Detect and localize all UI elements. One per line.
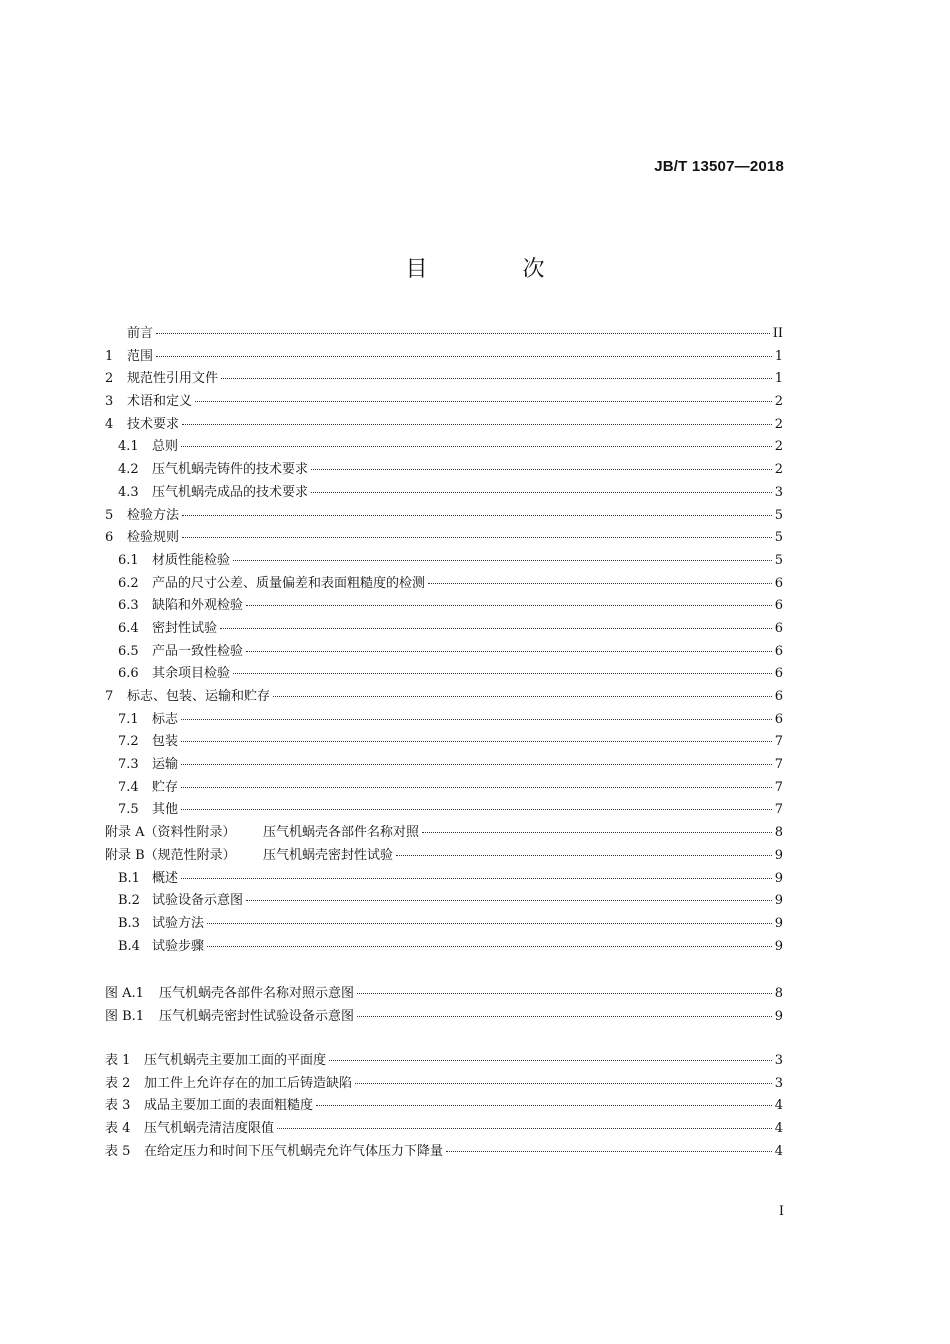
entry-title: 压气机蜗壳各部件名称对照 <box>263 825 420 841</box>
entry-title: 材质性能检验 <box>152 552 231 568</box>
entry-page: 7 <box>774 757 783 773</box>
entry-page: 8 <box>774 825 783 841</box>
dot-leader <box>246 900 772 901</box>
figure-list <box>105 983 783 1028</box>
dot-leader <box>181 719 772 720</box>
dot-leader <box>357 993 772 994</box>
dot-leader <box>316 1105 772 1106</box>
entry-title: 密封性试验 <box>152 620 218 636</box>
entry-page: 2 <box>774 416 783 432</box>
entry-number: 7.3 <box>118 757 139 773</box>
toc-entry[interactable] <box>105 1095 783 1118</box>
entry-number: 6.3 <box>118 598 139 614</box>
entry-page: 5 <box>774 530 783 546</box>
entry-number: 表 5 <box>105 1143 131 1159</box>
entry-number: 表 1 <box>105 1053 131 1068</box>
toc-entry[interactable] <box>105 391 783 414</box>
entry-number: 2 <box>105 371 114 387</box>
entry-number: 6.1 <box>118 552 139 568</box>
document-code: JB/T 13507—2018 <box>654 158 784 175</box>
toc-entry[interactable] <box>105 595 783 618</box>
dot-leader <box>181 878 772 879</box>
dot-leader <box>221 378 772 379</box>
entry-page: 4 <box>774 1121 783 1137</box>
entry-title: 总则 <box>152 439 179 455</box>
toc-entry[interactable] <box>105 799 783 822</box>
entry-title: 标志、包装、运输和贮存 <box>127 689 271 704</box>
toc-entry[interactable] <box>105 754 783 777</box>
dot-leader <box>207 923 772 924</box>
entry-number: 5 <box>105 507 114 523</box>
entry-page: 1 <box>774 371 783 387</box>
entry-page: 6 <box>774 620 783 636</box>
entry-page: 5 <box>774 507 783 523</box>
dot-leader <box>181 446 772 447</box>
entry-number: 4.1 <box>118 439 139 455</box>
entry-page: 7 <box>774 779 783 795</box>
toc-entry[interactable] <box>105 709 783 732</box>
dot-leader <box>446 1151 772 1152</box>
entry-number: B.3 <box>118 915 140 931</box>
entry-title: 在给定压力和时间下压气机蜗壳允许气体压力下降量 <box>144 1143 444 1159</box>
entry-page: 9 <box>774 870 783 886</box>
entry-number: B.1 <box>118 870 140 886</box>
entry-page: 2 <box>774 439 783 455</box>
dot-leader <box>220 628 772 629</box>
entry-title: 概述 <box>152 870 179 886</box>
toc-entry[interactable] <box>105 482 783 505</box>
toc-entry[interactable] <box>105 1118 783 1141</box>
entry-title: 缺陷和外观检验 <box>152 598 244 614</box>
dot-leader <box>182 515 772 516</box>
dot-leader <box>422 832 772 833</box>
entry-number: 6.5 <box>118 643 139 659</box>
dot-leader <box>246 605 772 606</box>
entry-title: 术语和定义 <box>127 394 193 410</box>
toc-entry[interactable] <box>105 618 783 641</box>
entry-page: 3 <box>774 1075 783 1091</box>
toc-entry[interactable] <box>105 731 783 754</box>
dot-leader <box>181 809 772 810</box>
dot-leader <box>181 787 772 788</box>
entry-title: 其余项目检验 <box>152 666 231 682</box>
entry-page: 6 <box>774 711 783 727</box>
entry-title: 运输 <box>152 757 179 773</box>
entry-page: 6 <box>774 643 783 659</box>
entry-title: 试验设备示意图 <box>152 893 244 909</box>
entry-number: B.2 <box>118 893 140 909</box>
toc-entry[interactable] <box>105 368 783 391</box>
entry-title: 其他 <box>152 802 179 818</box>
dot-leader <box>181 741 772 742</box>
dot-leader <box>156 333 770 334</box>
entry-title: 贮存 <box>152 779 179 795</box>
entry-number: 表 3 <box>105 1098 131 1114</box>
entry-page: 5 <box>774 552 783 568</box>
dot-leader <box>182 537 772 538</box>
toc-entry[interactable] <box>105 346 783 369</box>
entry-page: 2 <box>774 394 783 410</box>
dot-leader <box>311 492 772 493</box>
entry-title: 包装 <box>152 734 179 750</box>
entry-title: 压气机蜗壳主要加工面的平面度 <box>144 1053 327 1068</box>
dot-leader <box>311 469 772 470</box>
entry-page: 6 <box>774 598 783 614</box>
entry-number: 7 <box>105 689 114 704</box>
entry-number: 7.2 <box>118 734 139 750</box>
entry-title: 检验方法 <box>127 507 180 523</box>
entry-page: 2 <box>774 462 783 478</box>
entry-number: 3 <box>105 394 114 410</box>
entry-page: 6 <box>774 666 783 682</box>
dot-leader <box>329 1060 772 1061</box>
dot-leader <box>246 651 772 652</box>
entry-page: 8 <box>774 986 783 1001</box>
toc-entry[interactable] <box>105 890 783 913</box>
toc-entry[interactable] <box>105 777 783 800</box>
entry-title: 前言 <box>127 326 154 341</box>
entry-number: 4.3 <box>118 484 139 500</box>
entry-number: 4.2 <box>118 462 139 478</box>
table-list <box>105 1050 783 1163</box>
dot-leader <box>428 583 772 584</box>
dot-leader <box>233 673 772 674</box>
toc-entry[interactable] <box>105 573 783 596</box>
toc-entry[interactable] <box>105 913 783 936</box>
entry-title: 技术要求 <box>127 416 180 432</box>
dot-leader <box>233 560 772 561</box>
toc-entry[interactable] <box>105 822 783 845</box>
entry-title: 压气机蜗壳各部件名称对照示意图 <box>159 986 355 1001</box>
entry-title: 产品一致性检验 <box>152 643 244 659</box>
entry-number: 7.4 <box>118 779 139 795</box>
toc-entry[interactable] <box>105 414 783 437</box>
dot-leader <box>207 946 772 947</box>
entry-page: 9 <box>774 847 783 863</box>
entry-number: 附录 A（资料性附录） <box>105 825 236 841</box>
entry-title: 压气机蜗壳成品的技术要求 <box>152 484 309 500</box>
page-number: I <box>778 1204 784 1219</box>
entry-title: 产品的尺寸公差、质量偏差和表面粗糙度的检测 <box>152 575 426 591</box>
toc-entry[interactable] <box>105 1073 783 1096</box>
entry-number: 表 2 <box>105 1075 131 1091</box>
toc-entry[interactable] <box>105 1006 783 1029</box>
entry-title: 规范性引用文件 <box>127 371 219 387</box>
entry-page: 9 <box>774 893 783 909</box>
entry-title: 压气机蜗壳密封性试验设备示意图 <box>159 1008 355 1024</box>
entry-number: B.4 <box>118 938 140 954</box>
entry-title: 压气机蜗壳铸件的技术要求 <box>152 462 309 478</box>
entry-title: 压气机蜗壳清洁度限值 <box>144 1121 275 1137</box>
dot-leader <box>181 764 772 765</box>
dot-leader <box>156 356 772 357</box>
entry-page: II <box>772 326 783 341</box>
entry-title: 加工件上允许存在的加工后铸造缺陷 <box>144 1075 353 1091</box>
entry-number: 6.4 <box>118 620 139 636</box>
toc-entry[interactable] <box>105 663 783 686</box>
toc-entry[interactable] <box>105 641 783 664</box>
toc-list <box>105 323 783 958</box>
entry-number: 7.5 <box>118 802 139 818</box>
page-title: 目 次 <box>405 257 589 282</box>
entry-title: 试验方法 <box>152 915 205 931</box>
toc-entry[interactable] <box>105 686 783 709</box>
toc-entry[interactable] <box>105 436 783 459</box>
entry-page: 4 <box>774 1098 783 1114</box>
dot-leader <box>273 696 772 697</box>
entry-title: 压气机蜗壳密封性试验 <box>263 847 394 863</box>
entry-page: 3 <box>774 484 783 500</box>
entry-number: 图 B.1 <box>105 1008 145 1024</box>
entry-number: 6.2 <box>118 575 139 591</box>
toc-entry[interactable] <box>105 550 783 573</box>
toc-entry[interactable] <box>105 936 783 959</box>
toc-entry[interactable] <box>105 868 783 891</box>
entry-title: 标志 <box>152 711 179 727</box>
toc-entry[interactable] <box>105 527 783 550</box>
dot-leader <box>277 1128 772 1129</box>
dot-leader <box>355 1083 772 1084</box>
entry-page: 9 <box>774 1008 783 1024</box>
entry-page: 4 <box>774 1143 783 1159</box>
toc-entry[interactable] <box>105 983 783 1006</box>
dot-leader <box>195 401 772 402</box>
dot-leader <box>396 855 772 856</box>
entry-number: 6.6 <box>118 666 139 682</box>
entry-title: 试验步骤 <box>152 938 205 954</box>
entry-page: 7 <box>774 734 783 750</box>
entry-title: 检验规则 <box>127 530 180 546</box>
toc-entry[interactable] <box>105 323 783 346</box>
toc-entry[interactable] <box>105 1141 783 1164</box>
entry-page: 1 <box>774 348 783 364</box>
toc-entry[interactable] <box>105 505 783 528</box>
toc-entry[interactable] <box>105 1050 783 1073</box>
entry-title: 成品主要加工面的表面粗糙度 <box>144 1098 314 1114</box>
entry-number: 7.1 <box>118 711 139 727</box>
entry-number: 4 <box>105 416 114 432</box>
toc-entry[interactable] <box>105 459 783 482</box>
toc-entry[interactable] <box>105 845 783 868</box>
entry-number: 附录 B（规范性附录） <box>105 847 236 863</box>
dot-leader <box>182 424 772 425</box>
entry-number: 6 <box>105 530 114 546</box>
entry-page: 9 <box>774 915 783 931</box>
entry-number: 1 <box>105 348 114 364</box>
entry-page: 7 <box>774 802 783 818</box>
dot-leader <box>357 1016 772 1017</box>
entry-page: 6 <box>774 689 783 704</box>
entry-number: 表 4 <box>105 1121 131 1137</box>
entry-page: 3 <box>774 1053 783 1068</box>
entry-page: 6 <box>774 575 783 591</box>
entry-title: 范围 <box>127 348 154 364</box>
entry-page: 9 <box>774 938 783 954</box>
entry-number: 图 A.1 <box>105 986 144 1001</box>
